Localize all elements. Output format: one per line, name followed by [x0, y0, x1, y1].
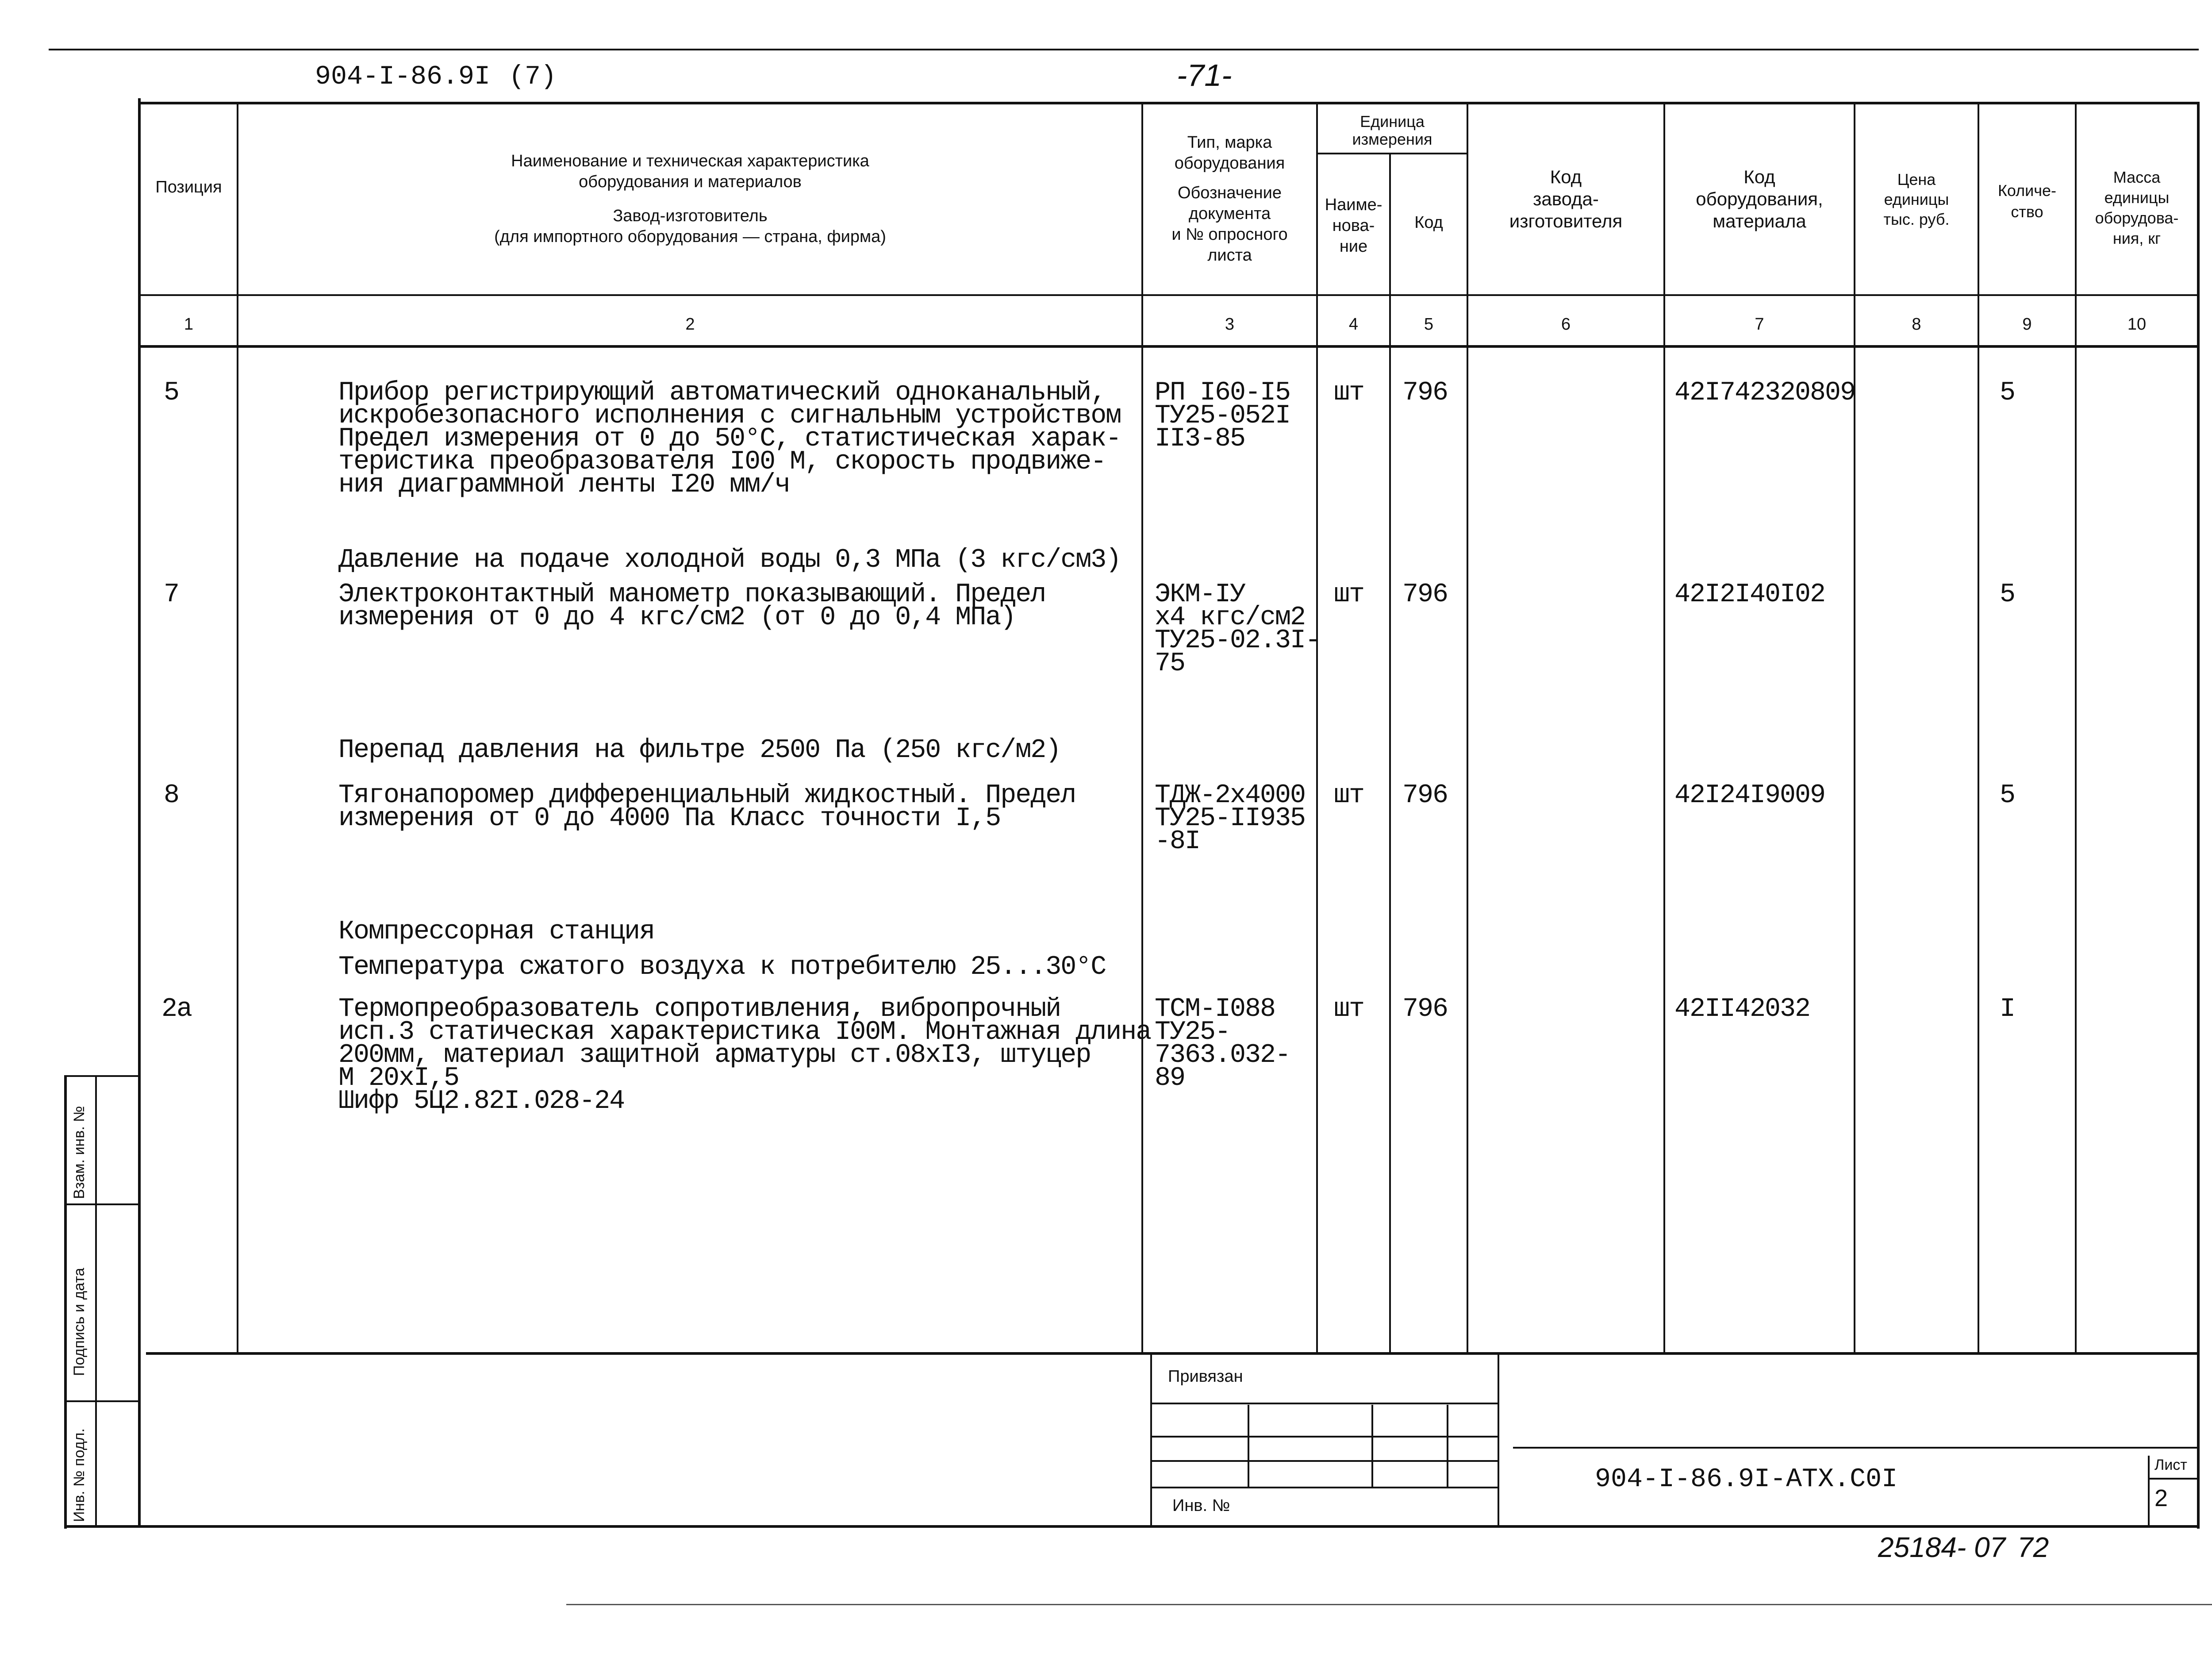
sheet-box-left: [2148, 1456, 2150, 1526]
table-row-2-type: ЭКМ-IУ х4 кгс/см2 ТУ25-02.3I- 75: [1155, 580, 1321, 679]
table-row-1-type: РП I60-I5 ТУ25-052I II3-85: [1155, 378, 1290, 454]
doc-code-top-paren: (7): [509, 62, 557, 92]
header-equip-code-line3: материала: [1713, 211, 1806, 231]
stamp-grid-line-4: [1150, 1487, 1498, 1488]
table-row-3-unit: шт: [1334, 780, 1364, 811]
frame-left: [138, 98, 141, 1527]
col-divider-5: [1467, 104, 1468, 1352]
frame-top: [138, 102, 2200, 104]
table-row-2-unit-code: 796: [1402, 580, 1448, 610]
side-strip-sep-2: [64, 1400, 139, 1402]
table-row-3-section: Перепад давления на фильтре 2500 Па (250 кгс/м2): [338, 735, 1061, 765]
header-qty: [1979, 177, 2075, 226]
table-row-3-qty: 5: [2000, 780, 2015, 811]
colnum-bottom-line: [138, 345, 2197, 348]
header-unit-name-line1: Наиме-: [1325, 195, 1382, 214]
header-name-line3: Завод-изготовитель: [613, 207, 768, 225]
table-row-1-qty: 5: [2000, 378, 2015, 408]
stamp-grid-line-3: [1150, 1460, 1498, 1462]
col-divider-6: [1663, 104, 1665, 1352]
table-bottom-line: [146, 1352, 2197, 1355]
header-type-line2: оборудования: [1174, 154, 1285, 173]
side-strip-sep-1: [64, 1203, 139, 1205]
header-price: [1855, 168, 1978, 230]
footer-stamp-number: 25184- 07: [1878, 1531, 2006, 1563]
table-row-4-position: 2а: [161, 994, 192, 1024]
page-number-top: -71-: [1177, 58, 1232, 92]
stamp-left-line: [1150, 1354, 1152, 1526]
col-number-2: 2: [685, 315, 695, 334]
table-row-2-qty: 5: [2000, 580, 2015, 610]
table-row-1-unit: шт: [1334, 378, 1364, 408]
header-maker-code-line2: завода-: [1533, 188, 1599, 209]
frame-bottom: [66, 1525, 2200, 1528]
header-type-line3: Обозначение: [1177, 184, 1282, 202]
col-divider-3: [1316, 104, 1318, 1352]
side-label-sign-date: Подпись и дата: [71, 1268, 88, 1376]
header-maker-code: [1468, 164, 1663, 234]
table-row-1-unit-code: 796: [1402, 378, 1448, 408]
stamp-bound-label: Привязан: [1168, 1367, 1243, 1386]
side-label-replace-inv: Взам. инв. №: [71, 1106, 88, 1199]
side-strip-left: [64, 1075, 67, 1529]
col-number-7: 7: [1755, 315, 1764, 334]
table-row-3-position: 8: [164, 780, 179, 811]
table-row-2-name: Электроконтактный манометр показывающий. Предел измерения от 0 до 4 кгс/см2 (от 0 до 0,4 МПа): [338, 580, 1046, 633]
stamp-mid-line: [1498, 1354, 1499, 1526]
table-row-4-name: Термопреобразователь сопротивления, вибропрочный исп.3 статическая характеристика I00М. Монтажная длина 200мм, материал защитной арматуры ст.08хI3, штуцер М 20хI,5 Шифр 5Ц2.82I.028-24: [338, 994, 1151, 1116]
col-divider-8: [1978, 104, 1979, 1352]
sheet-box-mid: [2148, 1478, 2197, 1480]
header-maker-code-line3: изготовителя: [1509, 211, 1623, 231]
table-row-4-qty: I: [2000, 994, 2015, 1024]
doc-code-top: 904-I-86.9I: [315, 62, 491, 92]
table-row-4-unit: шт: [1334, 994, 1364, 1024]
header-name: [239, 133, 1141, 265]
header-name-line4: (для импортного оборудования — страна, фирма): [494, 227, 886, 246]
header-qty-line1: Количе-: [1997, 181, 2057, 200]
table-row-4-section2: Температура сжатого воздуха к потребителю 25...30°С: [338, 952, 1106, 982]
header-mass-line2: единицы: [2104, 188, 2170, 207]
header-mass-line1: Масса: [2113, 168, 2161, 186]
stamp-grid-line-2: [1150, 1436, 1498, 1438]
stamp-sheet-number: 2: [2154, 1485, 2168, 1511]
col-divider-7: [1854, 104, 1855, 1352]
table-row-1-equip-code: 42I742320809: [1674, 378, 1855, 408]
header-position: Позиция: [155, 178, 222, 196]
col-number-4: 4: [1348, 315, 1359, 334]
unit-group-line: [1316, 153, 1467, 154]
header-type-line5: и № опросного: [1171, 225, 1288, 244]
header-unit-group: [1318, 111, 1467, 150]
footer-stamp-page: 72: [2017, 1531, 2049, 1563]
stamp-grid-line-1: [1150, 1403, 1498, 1404]
scan-edge-line: [566, 1604, 2212, 1605]
table-row-3-type: ТДЖ-2х4000 ТУ25-II935 -8I: [1155, 780, 1306, 857]
header-mass: [2077, 164, 2197, 252]
header-equip-code: [1665, 164, 1854, 234]
table-row-1-position: 5: [164, 378, 179, 408]
table-row-4-unit-code: 796: [1402, 994, 1448, 1024]
header-unit-name: [1318, 190, 1389, 261]
header-bottom-line: [138, 294, 2197, 296]
stamp-grid-v-3: [1447, 1405, 1448, 1487]
col-number-9: 9: [2022, 315, 2032, 334]
header-type-line6: листа: [1207, 246, 1252, 265]
table-row-3-unit-code: 796: [1402, 780, 1448, 811]
table-row-2-section: Давление на подаче холодной воды 0,3 МПа (3 кгс/см3): [338, 545, 1121, 575]
header-price-line3: тыс. руб.: [1883, 210, 1950, 228]
col-number-3: 3: [1225, 315, 1235, 334]
header-price-line1: Цена: [1897, 170, 1936, 188]
col-number-1: 1: [184, 315, 194, 334]
side-label-inv-original: Инв. № подл.: [71, 1428, 88, 1522]
header-equip-code-line2: оборудования,: [1696, 188, 1823, 209]
header-type: [1143, 124, 1316, 274]
table-row-3-name: Тягонапоромер дифференциальный жидкостный. Предел измерения от 0 до 4000 Па Класс точности I,5: [338, 780, 1076, 834]
stamp-grid-v-2: [1371, 1405, 1373, 1487]
header-mass-line3: оборудова-: [2095, 209, 2179, 227]
side-strip-top: [64, 1075, 139, 1077]
header-type-line4: документа: [1188, 204, 1271, 223]
table-row-2-equip-code: 42I2I40I02: [1674, 580, 1825, 610]
header-name-line1: Наименование и техническая характеристика: [511, 152, 869, 170]
header-equip-code-line1: Код: [1743, 166, 1775, 187]
header-type-line1: Тип, марка: [1187, 133, 1272, 152]
frame-right: [2197, 102, 2200, 1529]
col-number-8: 8: [1912, 315, 1921, 334]
stamp-grid-v-1: [1248, 1405, 1249, 1487]
header-mass-line4: ния, кг: [2112, 229, 2161, 247]
table-row-2-unit: шт: [1334, 580, 1364, 610]
col-divider-1: [237, 104, 238, 1352]
header-unit-name-line2: нова-: [1332, 216, 1375, 235]
side-strip-inner: [95, 1075, 97, 1526]
header-qty-line2: ство: [2011, 203, 2043, 221]
header-maker-code-line1: Код: [1550, 166, 1582, 187]
header-unit-group-line1: Единица: [1360, 112, 1425, 131]
stamp-code-top-line: [1513, 1447, 2197, 1449]
col-divider-2: [1141, 104, 1143, 1352]
header-price-line2: единицы: [1884, 190, 1949, 208]
col-number-5: 5: [1424, 315, 1434, 334]
header-unit-name-line3: ние: [1339, 237, 1368, 256]
header-unit-code: Код: [1414, 213, 1443, 232]
stamp-sheet-label: Лист: [2154, 1457, 2187, 1473]
col-divider-9: [2075, 104, 2077, 1352]
table-row-4-type: ТСМ-I088 ТУ25- 7363.032- 89: [1155, 994, 1290, 1093]
table-row-4-section: Компрессорная станция: [338, 917, 655, 947]
table-row-3-equip-code: 42I24I9009: [1674, 780, 1825, 811]
col-number-10: 10: [2127, 315, 2147, 334]
header-name-line2: оборудования и материалов: [579, 173, 802, 191]
col-number-6: 6: [1561, 315, 1571, 334]
stamp-doc-code: 904-I-86.9I-АТХ.С0I: [1595, 1465, 1898, 1495]
header-unit-group-line2: измерения: [1352, 130, 1432, 148]
stamp-inv-label: Инв. №: [1172, 1496, 1230, 1515]
table-row-4-equip-code: 42II42032: [1674, 994, 1810, 1024]
table-row-1-name: Прибор регистрирующий автоматический одноканальный, искробезопасного исполнения с сигнальным устройством Предел измерения от 0 до 50°С, статистическая харак- теристика преобразователя I00 М, скорость продвиже- ния диаграммной ленты I20 мм/ч: [338, 378, 1121, 500]
top-border-line: [49, 49, 2199, 50]
table-row-2-position: 7: [164, 580, 179, 610]
